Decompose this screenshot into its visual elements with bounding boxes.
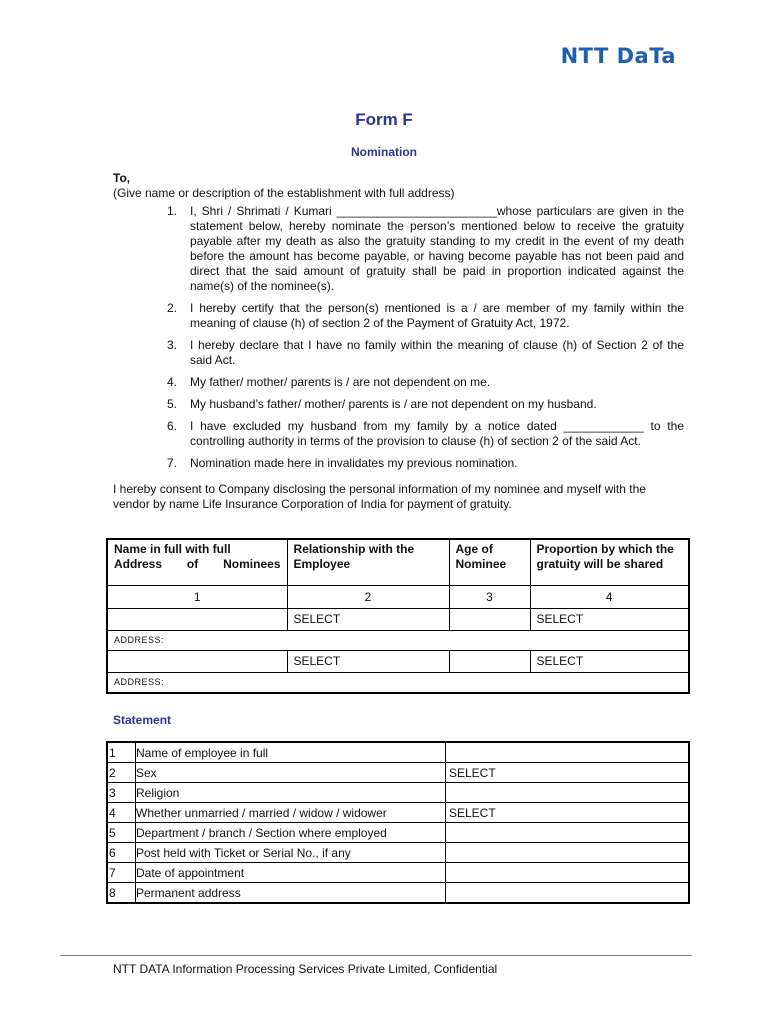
ntt-data-logo: NTT DaTa <box>560 44 676 68</box>
table-row <box>107 883 689 904</box>
statement-table <box>106 741 690 904</box>
proportion-header: Proportion by which the gratuity will be shared <box>530 539 689 585</box>
row-label: Permanent address <box>136 883 446 904</box>
declaration-item: 3. I hereby declare that I have no family within the meaning of clause (h) of Section 2 of the said Act. <box>167 338 684 367</box>
table-row <box>107 843 689 863</box>
nominee-address-field[interactable]: ADDRESS: <box>107 630 689 650</box>
table-row <box>107 823 689 843</box>
column-number: 4 <box>530 585 689 608</box>
declaration-item: 1. I, Shri / Shrimati / Kumari ________________________whose particulars are given in the statement below, hereby nominate the person’s mentioned below to receive the gratuity payable after my death as also the gratuity standing to my credit in the event of my death before the amount has become payable, or having become payable has not been paid and direct that the said amount of gratuity shall be paid in proportion indicated against the name(s) of the nominee(s). <box>167 204 684 293</box>
declaration-text: I have excluded my husband from my family by a notice dated ____________ to the controlling authority in terms of the provision to clause (h) of section 2 of the said Act. <box>190 419 684 448</box>
form-subtitle: Nomination <box>351 145 417 159</box>
row-number: 7 <box>107 863 136 883</box>
form-title: Form F <box>355 110 413 129</box>
nominee-address-field[interactable]: ADDRESS: <box>107 672 689 693</box>
table-row <box>107 650 689 672</box>
declaration-text: I hereby certify that the person(s) mentioned is a / are member of my family within the meaning of clause (h) of section 2 of the Payment of Gratuity Act, 1972. <box>190 301 684 330</box>
declaration-item: 2. I hereby certify that the person(s) mentioned is a / are member of my family within the meaning of clause (h) of section 2 of the Payment of Gratuity Act, 1972. <box>167 301 684 330</box>
sex-select[interactable]: SELECT <box>446 763 690 783</box>
table-row <box>107 783 689 803</box>
row-number: 6 <box>107 843 136 863</box>
row-number: 1 <box>107 742 136 763</box>
table-row <box>107 608 689 630</box>
footer-divider <box>60 955 692 956</box>
declaration-text: I hereby declare that I have no family within the meaning of clause (h) of Section 2 of the said Act. <box>190 338 684 367</box>
row-label: Religion <box>136 783 446 803</box>
declaration-text: Nomination made here in invalidates my previous nomination. <box>190 456 518 470</box>
declaration-text: I, Shri / Shrimati / Kumari ________________________whose particulars are given in the statement below, hereby nominate the person’s mentioned below to receive the gratuity payable after my death as also the gratuity standing to my credit in the event of my death before the amount has become payable, or having become payable has not been paid and direct that the said amount of gratuity shall be paid in proportion indicated against the name(s) of the nominee(s). <box>190 204 684 293</box>
relationship-select[interactable]: SELECT <box>287 608 449 630</box>
permanent-address-field[interactable] <box>446 883 690 904</box>
table-row <box>107 742 689 763</box>
addressee-label: To, <box>113 171 131 185</box>
declaration-item: 5. My husband’s father/ mother/ parents is / are not dependent on my husband. <box>167 397 597 411</box>
addressee-instruction: (Give name or description of the establishment with full address) <box>113 186 455 200</box>
marital-status-select[interactable]: SELECT <box>446 803 690 823</box>
declaration-list <box>167 204 684 478</box>
declaration-item: 7. Nomination made here in invalidates my previous nomination. <box>167 456 518 470</box>
table-row <box>107 630 689 650</box>
table-row <box>107 763 689 783</box>
table-row <box>107 803 689 823</box>
row-label: Date of appointment <box>136 863 446 883</box>
table-row <box>107 863 689 883</box>
post-held-field[interactable] <box>446 843 690 863</box>
proportion-select[interactable]: SELECT <box>530 608 689 630</box>
nominee-name-header: Name in full with full Address of Nominees <box>107 539 287 585</box>
relationship-select[interactable]: SELECT <box>287 650 449 672</box>
column-number: 1 <box>107 585 287 608</box>
column-number: 3 <box>449 585 530 608</box>
nominee-name-field[interactable] <box>107 608 287 630</box>
declaration-item: 6. I have excluded my husband from my family by a notice dated ____________ to the controlling authority in terms of the provision to clause (h) of section 2 of the said Act. <box>167 419 684 448</box>
consent-text: I hereby consent to Company disclosing the personal information of my nominee and myself with the vendor by name Life Insurance Corporation of India for payment of gratuity. <box>113 482 646 511</box>
row-number: 2 <box>107 763 136 783</box>
age-header: Age of Nominee <box>449 539 530 585</box>
declaration-item: 4. My father/ mother/ parents is / are not dependent on me. <box>167 375 491 389</box>
row-number: 5 <box>107 823 136 843</box>
footer-text: NTT DATA Information Processing Services Private Limited, Confidential <box>113 962 498 976</box>
relationship-header: Relationship with the Employee <box>287 539 449 585</box>
proportion-select[interactable]: SELECT <box>530 650 689 672</box>
row-number: 8 <box>107 883 136 904</box>
nominee-name-field[interactable] <box>107 650 287 672</box>
age-field[interactable] <box>449 608 530 630</box>
department-field[interactable] <box>446 823 690 843</box>
row-label: Department / branch / Section where employed <box>136 823 446 843</box>
statement-title: Statement <box>113 713 172 727</box>
employee-name-field[interactable] <box>446 742 690 763</box>
table-row <box>107 672 689 693</box>
appointment-date-field[interactable] <box>446 863 690 883</box>
row-label: Post held with Ticket or Serial No., if any <box>136 843 446 863</box>
column-number: 2 <box>287 585 449 608</box>
age-field[interactable] <box>449 650 530 672</box>
row-label: Name of employee in full <box>136 742 446 763</box>
nominee-table <box>106 538 690 694</box>
row-number: 3 <box>107 783 136 803</box>
row-label: Sex <box>136 763 446 783</box>
religion-field[interactable] <box>446 783 690 803</box>
row-number: 4 <box>107 803 136 823</box>
declaration-text: My father/ mother/ parents is / are not dependent on me. <box>190 375 491 389</box>
row-label: Whether unmarried / married / widow / widower <box>136 803 446 823</box>
declaration-text: My husband’s father/ mother/ parents is / are not dependent on my husband. <box>190 397 597 411</box>
